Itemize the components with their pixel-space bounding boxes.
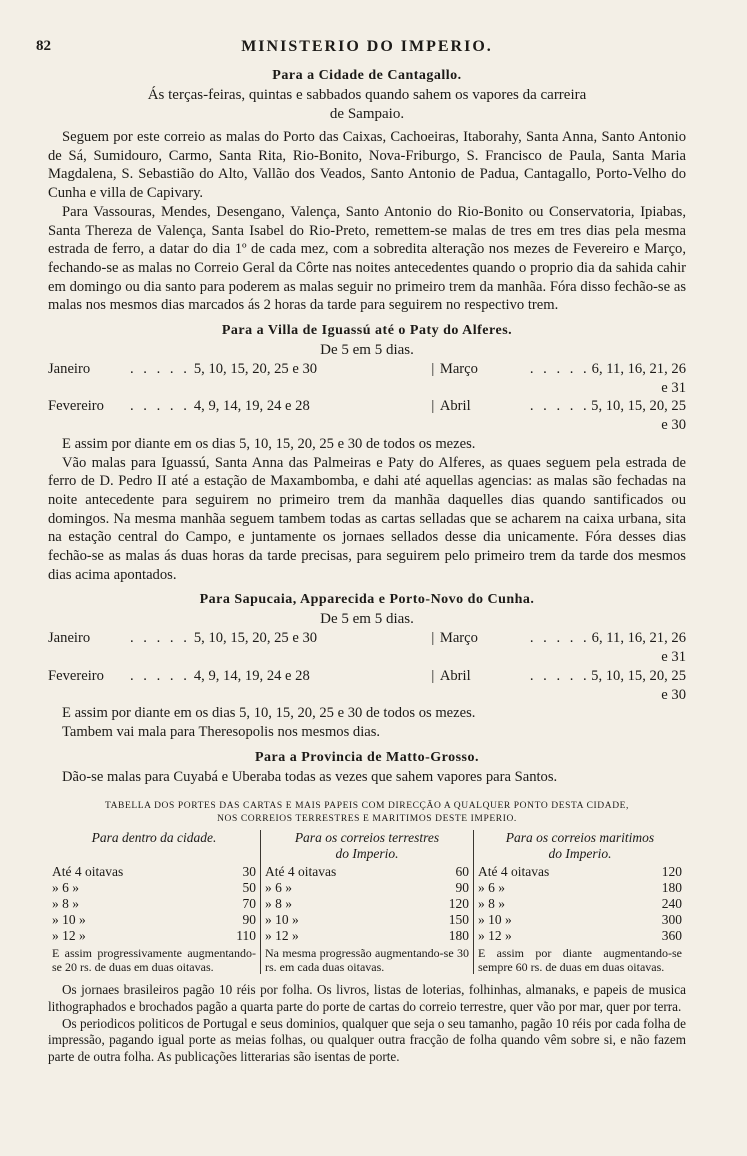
weight-label: » 10 » xyxy=(52,912,86,928)
weight-label: Até 4 oitavas xyxy=(52,864,124,880)
column-divider: | xyxy=(431,630,435,647)
caption-line-1: TABELLA DOS PORTES DAS CARTAS E MAIS PAPEIS COM DIRECÇÃO A QUALQUER PONTO DESTA CIDADE, xyxy=(104,801,630,812)
postage-table xyxy=(48,830,686,974)
running-header xyxy=(36,38,686,64)
day-list: 6, 11, 16, 21, 26 e 31 xyxy=(591,361,686,396)
price-value: 50 xyxy=(242,880,256,896)
cantagallo-paragraph-1: Seguem por este correio as malas do Porto das Caixas, Cachoeiras, Itaborahy, Santa Anna, Santo Antonio de Sá, Sumidouro, Carmo, Santa Rita, Rio-Bonito, Nova-Friburgo, S. Francisco de Paula, Santa Maria Magdalena, S. Sebastião do Alto, Vallão dos Veados, Santo Antonio de Padua, Cantagallo, Porto-Velho do Cunha e villa de Capivary. xyxy=(48,129,686,202)
postage-column-city xyxy=(48,830,260,974)
weight-label: » 6 » xyxy=(265,880,292,896)
month-label: Fevereiro xyxy=(48,667,104,684)
section-heading-sapucaia: Para Sapucaia, Apparecida e Porto-Novo do Cunha. xyxy=(199,592,535,608)
month-label: Março xyxy=(439,361,478,378)
month-label: Janeiro xyxy=(48,361,91,378)
leader-dots: . . . . . xyxy=(529,361,590,378)
weight-label: » 8 » xyxy=(265,896,292,912)
table-row xyxy=(52,880,256,896)
page xyxy=(36,38,686,1065)
table-row xyxy=(265,912,469,928)
leader-dots: . . . . . xyxy=(529,667,590,684)
footer-paragraph-1: Os jornaes brasileiros pagão 10 réis por folha. Os livros, listas de loterias, folhinhas, almanaks, e papeis de musica lithographados e brochados pagão a quarta parte do porte de cartas do correio terrestre, quer vão por mar, quer por terra. xyxy=(48,982,686,1014)
price-value: 70 xyxy=(242,896,256,912)
sapucaia-subtitle: De 5 em 5 dias. xyxy=(320,611,414,628)
cantagallo-paragraph-2: Para Vassouras, Mendes, Desengano, Valença, Santo Antonio do Rio-Bonito ou Conservatoria, Ipiabas, Santa Thereza de Valença, Santa Isabel do Rio-Preto, remettem-se malas de tres em tres dias pela mesma estrada de ferro, a datar do dia 1º de cada mez, com a sobredita alteração nos mezes de Fevereiro e Março, fechando-se as malas no Correio Geral da Côrte nas noites antecedentes quando o proprio dia da sahida cahir em domingo ou dia santo para poderem as malas seguir no primeiro trem da manhãa. Fóra disso fechão-se as malas nos mesmos dias marcados ás 2 horas da tarde para seguirem no respectivo trem. xyxy=(48,203,686,314)
footer-paragraph-2: Os periodicos politicos de Portugal e seus dominios, qualquer que seja o seu tamanho, pagão 10 réis por cada folha de impressão, pagando igual porte as meias folhas, ou qualquer outra fracção de folha quando vêm sobre si, e não fazem parte de outra folha. As publicações litterarias são isentas de porte. xyxy=(48,1015,686,1064)
month-label: Fevereiro xyxy=(48,398,104,415)
weight-label: » 6 » xyxy=(478,880,505,896)
section-heading-iguassu: Para a Villa de Iguassú até o Paty do Alferes. xyxy=(221,323,513,339)
column-heading-line: do Imperio. xyxy=(335,846,399,862)
column-note: E assim por diante augmentando-se sempre 60 rs. de duas em duas oitavas. xyxy=(478,946,682,975)
leader-dots: . . . . . xyxy=(130,361,190,378)
price-value: 110 xyxy=(236,928,256,944)
month-label: Janeiro xyxy=(48,630,91,647)
cantagallo-subtitle-line-2: de Sampaio. xyxy=(329,106,405,122)
sapucaia-paragraph-1: E assim por diante em os dias 5, 10, 15, 20, 25 e 30 de todos os mezes. xyxy=(62,705,476,722)
day-list: 5, 10, 15, 20, 25 e 30 xyxy=(193,630,318,647)
day-list: 5, 10, 15, 20, 25 e 30 xyxy=(193,361,318,378)
price-value: 300 xyxy=(661,912,682,928)
caption-line-2: NOS CORREIOS TERRESTRES E MARITIMOS DESTE IMPERIO. xyxy=(217,814,517,825)
schedule-row xyxy=(48,667,686,704)
column-note: Na mesma progressão augmentando-se 30 rs. em cada duas oitavas. xyxy=(265,946,469,975)
day-list: 5, 10, 15, 20, 25 e 30 xyxy=(591,398,686,434)
column-heading xyxy=(478,830,682,862)
postage-table-caption xyxy=(48,800,686,826)
cantagallo-subtitle-line-1: Ás terças-feiras, quintas e sabbados quando sahem os vapores da carreira xyxy=(147,87,587,103)
weight-label: » 12 » xyxy=(478,928,512,944)
page-number: 82 xyxy=(36,38,51,54)
price-value: 180 xyxy=(661,880,682,896)
leader-dots: . . . . . xyxy=(130,667,190,684)
spacer xyxy=(48,974,686,982)
price-value: 90 xyxy=(242,912,256,928)
weight-label: » 12 » xyxy=(52,928,86,944)
table-row xyxy=(52,864,256,880)
weight-label: » 12 » xyxy=(265,928,299,944)
price-value: 30 xyxy=(242,864,256,880)
schedule-row xyxy=(48,360,686,397)
schedule-row xyxy=(48,397,686,434)
column-divider: | xyxy=(431,361,435,378)
postage-column-maritime xyxy=(473,830,686,974)
price-value: 150 xyxy=(448,912,469,928)
running-title: MINISTERIO DO IMPERIO. xyxy=(241,38,493,55)
price-value: 90 xyxy=(455,880,469,896)
price-value: 240 xyxy=(661,896,682,912)
table-row xyxy=(265,896,469,912)
weight-label: » 10 » xyxy=(478,912,512,928)
day-list: 4, 9, 14, 19, 24 e 28 xyxy=(193,398,310,415)
schedule-row xyxy=(48,629,686,666)
price-value: 360 xyxy=(661,928,682,944)
day-list: 5, 10, 15, 20, 25 e 30 xyxy=(591,667,686,703)
day-list: 4, 9, 14, 19, 24 e 28 xyxy=(193,667,310,684)
table-row xyxy=(478,912,682,928)
table-row xyxy=(265,928,469,944)
column-heading xyxy=(52,830,256,862)
price-value: 60 xyxy=(455,864,469,880)
table-row xyxy=(478,880,682,896)
section-heading-cantagallo: Para a Cidade de Cantagallo. xyxy=(272,68,462,83)
column-heading xyxy=(265,830,469,862)
weight-label: » 6 » xyxy=(52,880,79,896)
sapucaia-paragraph-2: Tambem vai mala para Theresopolis nos mesmos dias. xyxy=(62,723,381,740)
month-label: Abril xyxy=(439,398,471,415)
weight-label: Até 4 oitavas xyxy=(265,864,337,880)
sapucaia-schedule xyxy=(48,629,686,704)
month-label: Março xyxy=(439,630,478,647)
column-heading-line xyxy=(52,846,256,862)
leader-dots: . . . . . xyxy=(529,398,590,415)
table-row xyxy=(265,864,469,880)
weight-label: » 8 » xyxy=(52,896,79,912)
iguassu-schedule xyxy=(48,360,686,435)
weight-label: » 10 » xyxy=(265,912,299,928)
table-row xyxy=(478,896,682,912)
price-value: 180 xyxy=(448,928,469,944)
footer-notes xyxy=(48,982,686,1065)
table-row xyxy=(52,928,256,944)
month-label: Abril xyxy=(439,667,471,684)
postage-column-land xyxy=(260,830,473,974)
leader-dots: . . . . . xyxy=(130,398,190,415)
table-row xyxy=(52,896,256,912)
leader-dots: . . . . . xyxy=(529,630,590,647)
iguassu-paragraph-2: Vão malas para Iguassú, Santa Anna das Palmeiras e Paty do Alferes, as quaes seguem pela estrada de ferro de D. Pedro II até a estação de Maxambomba, e dahi até aquellas agencias: as malas são fechadas na noite antecedente para seguirem no primeiro trem da manhãa daquelles dias quando santificados ou domingos. Na mesma manhãa seguem tambem todas as cartas selladas que se acharem na caixa urbana, sita na estação central do Campo, e juntamente os jornaes sellados desse dia unicamente. Fóra desses dias fechão-se as malas ás duas horas da tarde precisas, para seguirem pelo primeiro trem da tarde dos mesmos dias acima apontados. xyxy=(48,454,686,583)
weight-label: » 8 » xyxy=(478,896,505,912)
iguassu-paragraph-1: E assim por diante em os dias 5, 10, 15, 20, 25 e 30 de todos os mezes. xyxy=(62,435,476,452)
column-note: E assim progressivamente augmentando-se 20 rs. de duas em duas oitavas. xyxy=(52,946,256,975)
price-value: 120 xyxy=(448,896,469,912)
column-divider: | xyxy=(431,398,435,415)
column-heading-line: Para dentro da cidade. xyxy=(91,830,217,846)
section-heading-matto-grosso: Para a Provincia de Matto-Grosso. xyxy=(254,749,479,765)
matto-grosso-paragraph: Dão-se malas para Cuyabá e Uberaba todas as vezes que sahem vapores para Santos. xyxy=(62,768,558,785)
price-value: 120 xyxy=(661,864,682,880)
table-row xyxy=(478,928,682,944)
iguassu-subtitle: De 5 em 5 dias. xyxy=(320,342,414,359)
table-row xyxy=(478,864,682,880)
table-row xyxy=(52,912,256,928)
column-divider: | xyxy=(431,667,435,684)
table-row xyxy=(265,880,469,896)
weight-label: Até 4 oitavas xyxy=(478,864,550,880)
column-heading-line: Para os correios terrestres xyxy=(294,830,440,846)
column-heading-line: Para os correios maritimos xyxy=(505,830,655,846)
leader-dots: . . . . . xyxy=(130,630,190,647)
column-heading-line: do Imperio. xyxy=(548,846,612,862)
day-list: 6, 11, 16, 21, 26 e 31 xyxy=(591,630,686,666)
